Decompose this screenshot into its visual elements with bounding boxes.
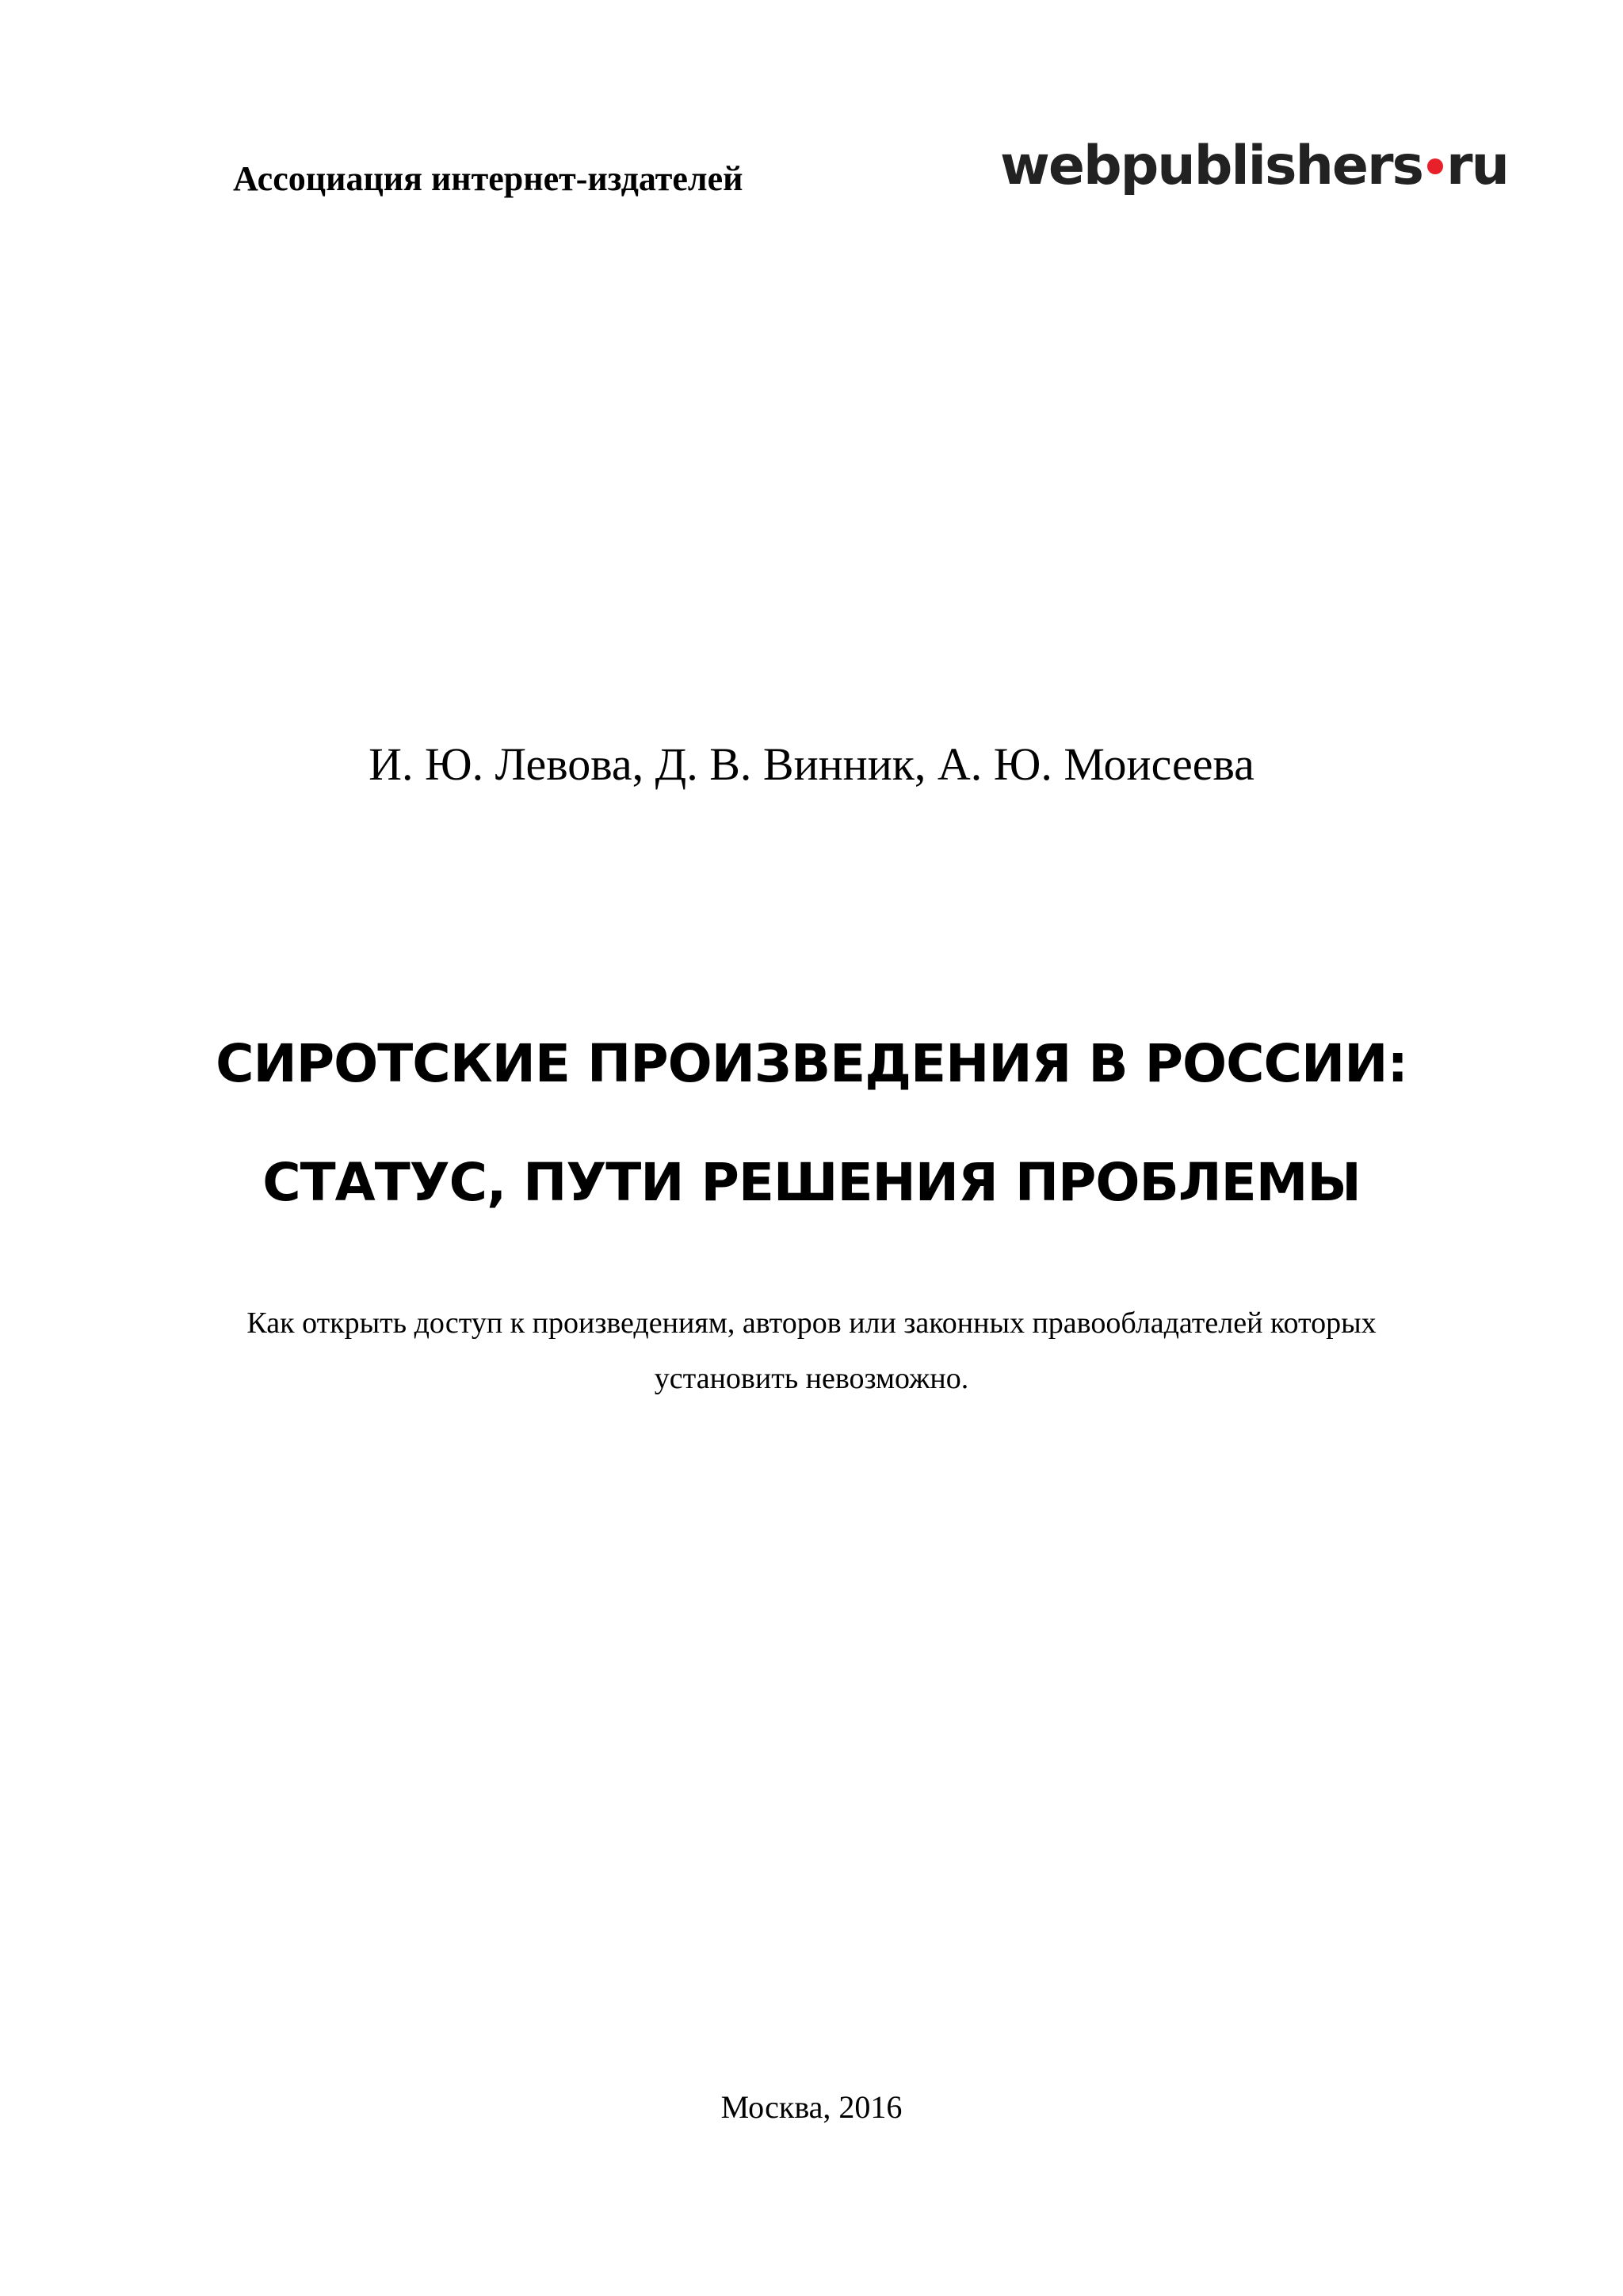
title-line-1: СИРОТСКИЕ ПРОИЗВЕДЕНИЯ В РОССИИ:	[216, 1033, 1407, 1094]
logo-dot-icon	[1427, 158, 1443, 174]
subtitle-line-2: установить невозможно.	[654, 1362, 969, 1395]
webpublishers-logo	[1000, 131, 1508, 202]
document-title	[0, 1005, 1623, 1242]
subtitle-line-1: Как открыть доступ к произведениям, авторов или законных правообладателей которых	[246, 1306, 1377, 1340]
logo-text-domain: ru	[1446, 135, 1508, 197]
document-subtitle	[0, 1295, 1623, 1406]
logo-text-main: webpublishers	[1000, 135, 1423, 197]
publication-place-year: Москва, 2016	[720, 2089, 903, 2125]
title-line-2: СТАТУС, ПУТИ РЕШЕНИЯ ПРОБЛЕМЫ	[262, 1152, 1361, 1213]
authors-line: И. Ю. Левова, Д. В. Винник, А. Ю. Моисеева	[369, 738, 1254, 790]
association-name: Ассоциация интернет-издателей	[233, 159, 743, 198]
